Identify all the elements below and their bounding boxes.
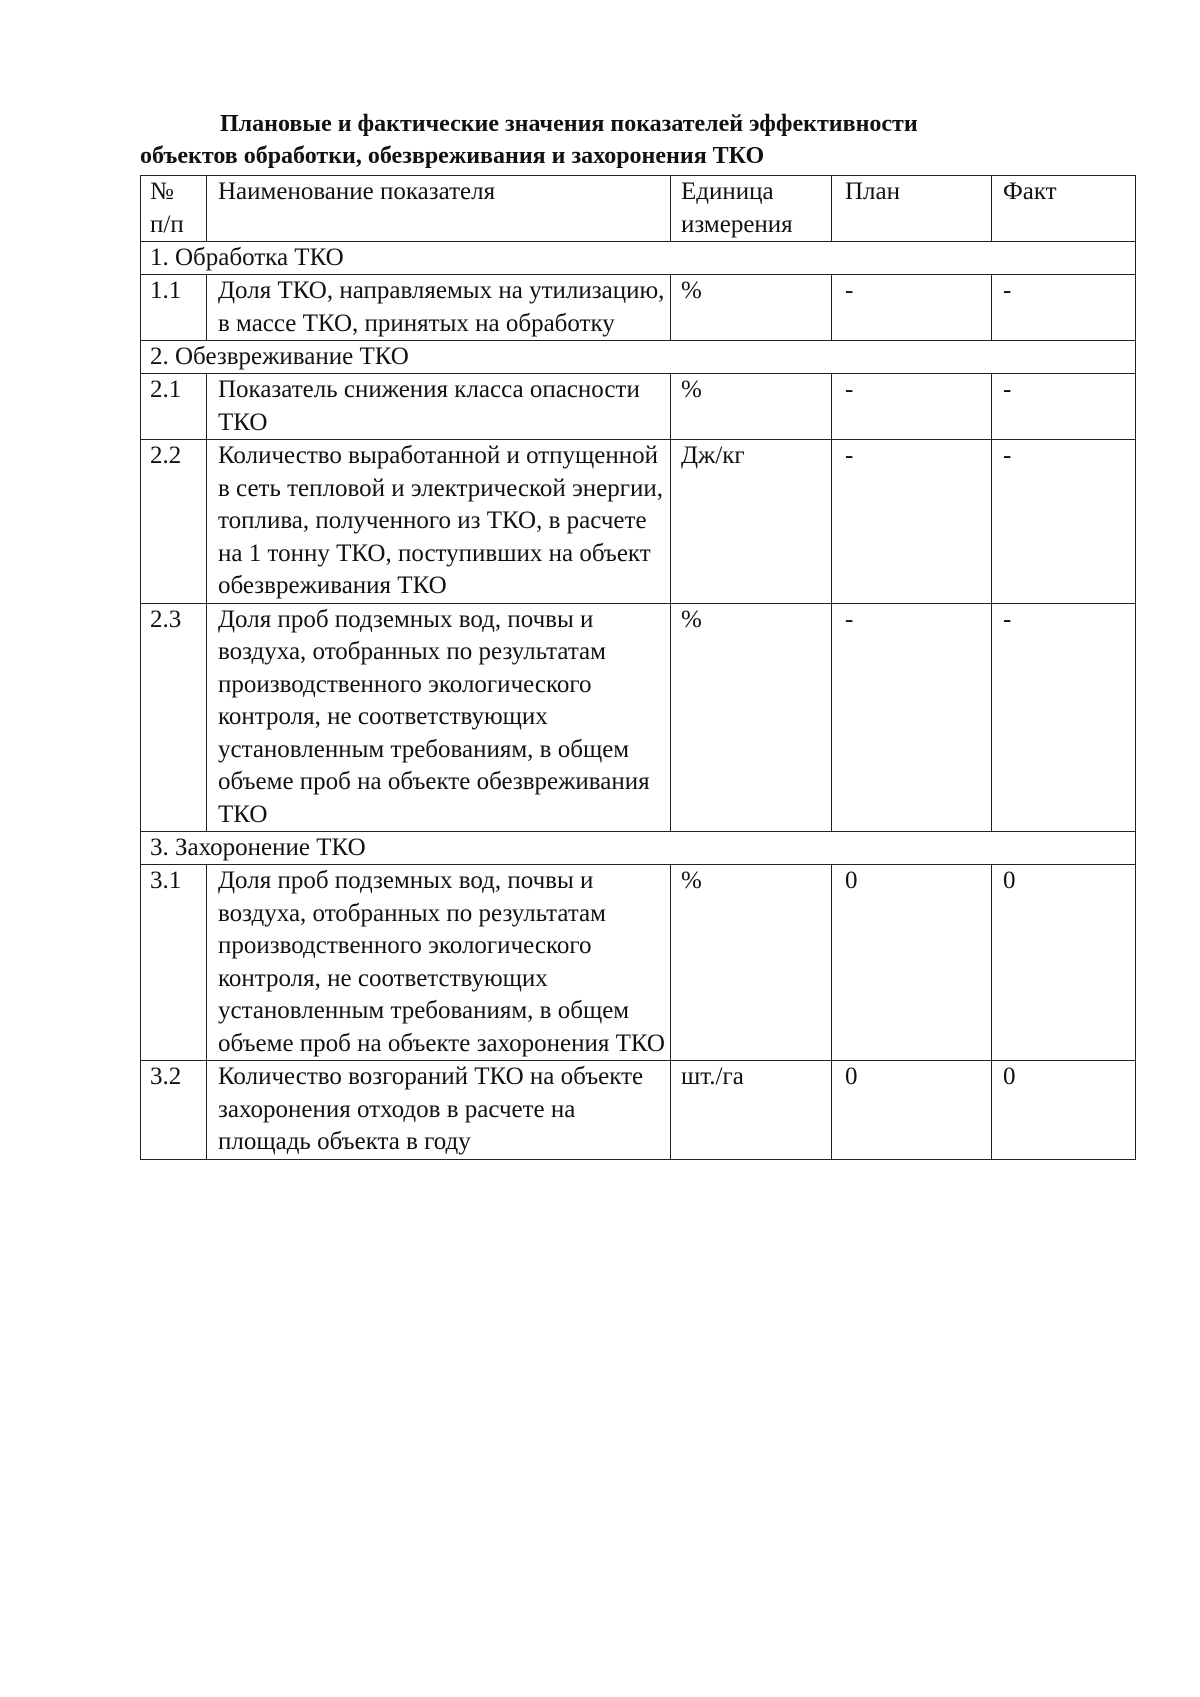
document-title: [140, 108, 1100, 172]
section-title: 3. Захоронение ТКО: [141, 832, 1136, 865]
unit-value: шт./га: [671, 1061, 832, 1160]
section-title: 2. Обезвреживание ТКО: [141, 341, 1136, 374]
row-number: 2.2: [141, 440, 207, 604]
fact-value: -: [992, 440, 1136, 604]
header-fact: Факт: [992, 176, 1136, 242]
unit-value: Дж/кг: [671, 440, 832, 604]
fact-value: -: [992, 603, 1136, 832]
row-number: 1.1: [141, 275, 207, 341]
unit-value: %: [671, 865, 832, 1061]
indicator-name: Количество выработанной и отпущенной в сеть тепловой и электрической энергии, топлива, полученного из ТКО, в расчете на 1 тонну ТКО, поступивших на объект обезвреживания ТКО: [207, 440, 671, 604]
row-number: 2.3: [141, 603, 207, 832]
unit-value: %: [671, 275, 832, 341]
unit-value: %: [671, 374, 832, 440]
unit-value: %: [671, 603, 832, 832]
table-row: [141, 440, 1136, 604]
title-line-1: Плановые и фактические значения показателей эффективности: [220, 111, 918, 137]
header-indicator-name: Наименование показателя: [207, 176, 671, 242]
indicator-name: Доля проб подземных вод, почвы и воздуха, отобранных по результатам производственного экологического контроля, не соответствующих установленным требованиям, в общем объеме проб на объекте обезвреживания ТКО: [207, 603, 671, 832]
header-unit: Единица измерения: [671, 176, 832, 242]
indicator-name: Доля ТКО, направляемых на утилизацию, в массе ТКО, принятых на обработку: [207, 275, 671, 341]
table-row: [141, 1061, 1136, 1160]
row-number: 3.1: [141, 865, 207, 1061]
plan-value: -: [832, 275, 992, 341]
indicator-name: Доля проб подземных вод, почвы и воздуха, отобранных по результатам производственного экологического контроля, не соответствующих установленным требованиям, в общем объеме проб на объекте захоронения ТКО: [207, 865, 671, 1061]
header-plan: План: [832, 176, 992, 242]
table-row: [141, 603, 1136, 832]
row-number: 3.2: [141, 1061, 207, 1160]
section-row-neutralization: [141, 341, 1136, 374]
plan-value: -: [832, 440, 992, 604]
fact-value: -: [992, 374, 1136, 440]
title-line-2: объектов обработки, обезвреживания и захоронения ТКО: [140, 143, 765, 169]
fact-value: 0: [992, 1061, 1136, 1160]
plan-value: -: [832, 603, 992, 832]
indicator-name: Количество возгораний ТКО на объекте захоронения отходов в расчете на площадь объекта в году: [207, 1061, 671, 1160]
fact-value: -: [992, 275, 1136, 341]
row-number: 2.1: [141, 374, 207, 440]
plan-value: -: [832, 374, 992, 440]
table-header-row: [141, 176, 1136, 242]
section-title: 1. Обработка ТКО: [141, 242, 1136, 275]
plan-value: 0: [832, 865, 992, 1061]
header-number: № п/п: [141, 176, 207, 242]
fact-value: 0: [992, 865, 1136, 1061]
section-row-processing: [141, 242, 1136, 275]
table-row: [141, 374, 1136, 440]
table-row: [141, 275, 1136, 341]
table-row: [141, 865, 1136, 1061]
indicators-table: [140, 175, 1136, 1160]
indicator-name: Показатель снижения класса опасности ТКО: [207, 374, 671, 440]
section-row-landfill: [141, 832, 1136, 865]
plan-value: 0: [832, 1061, 992, 1160]
